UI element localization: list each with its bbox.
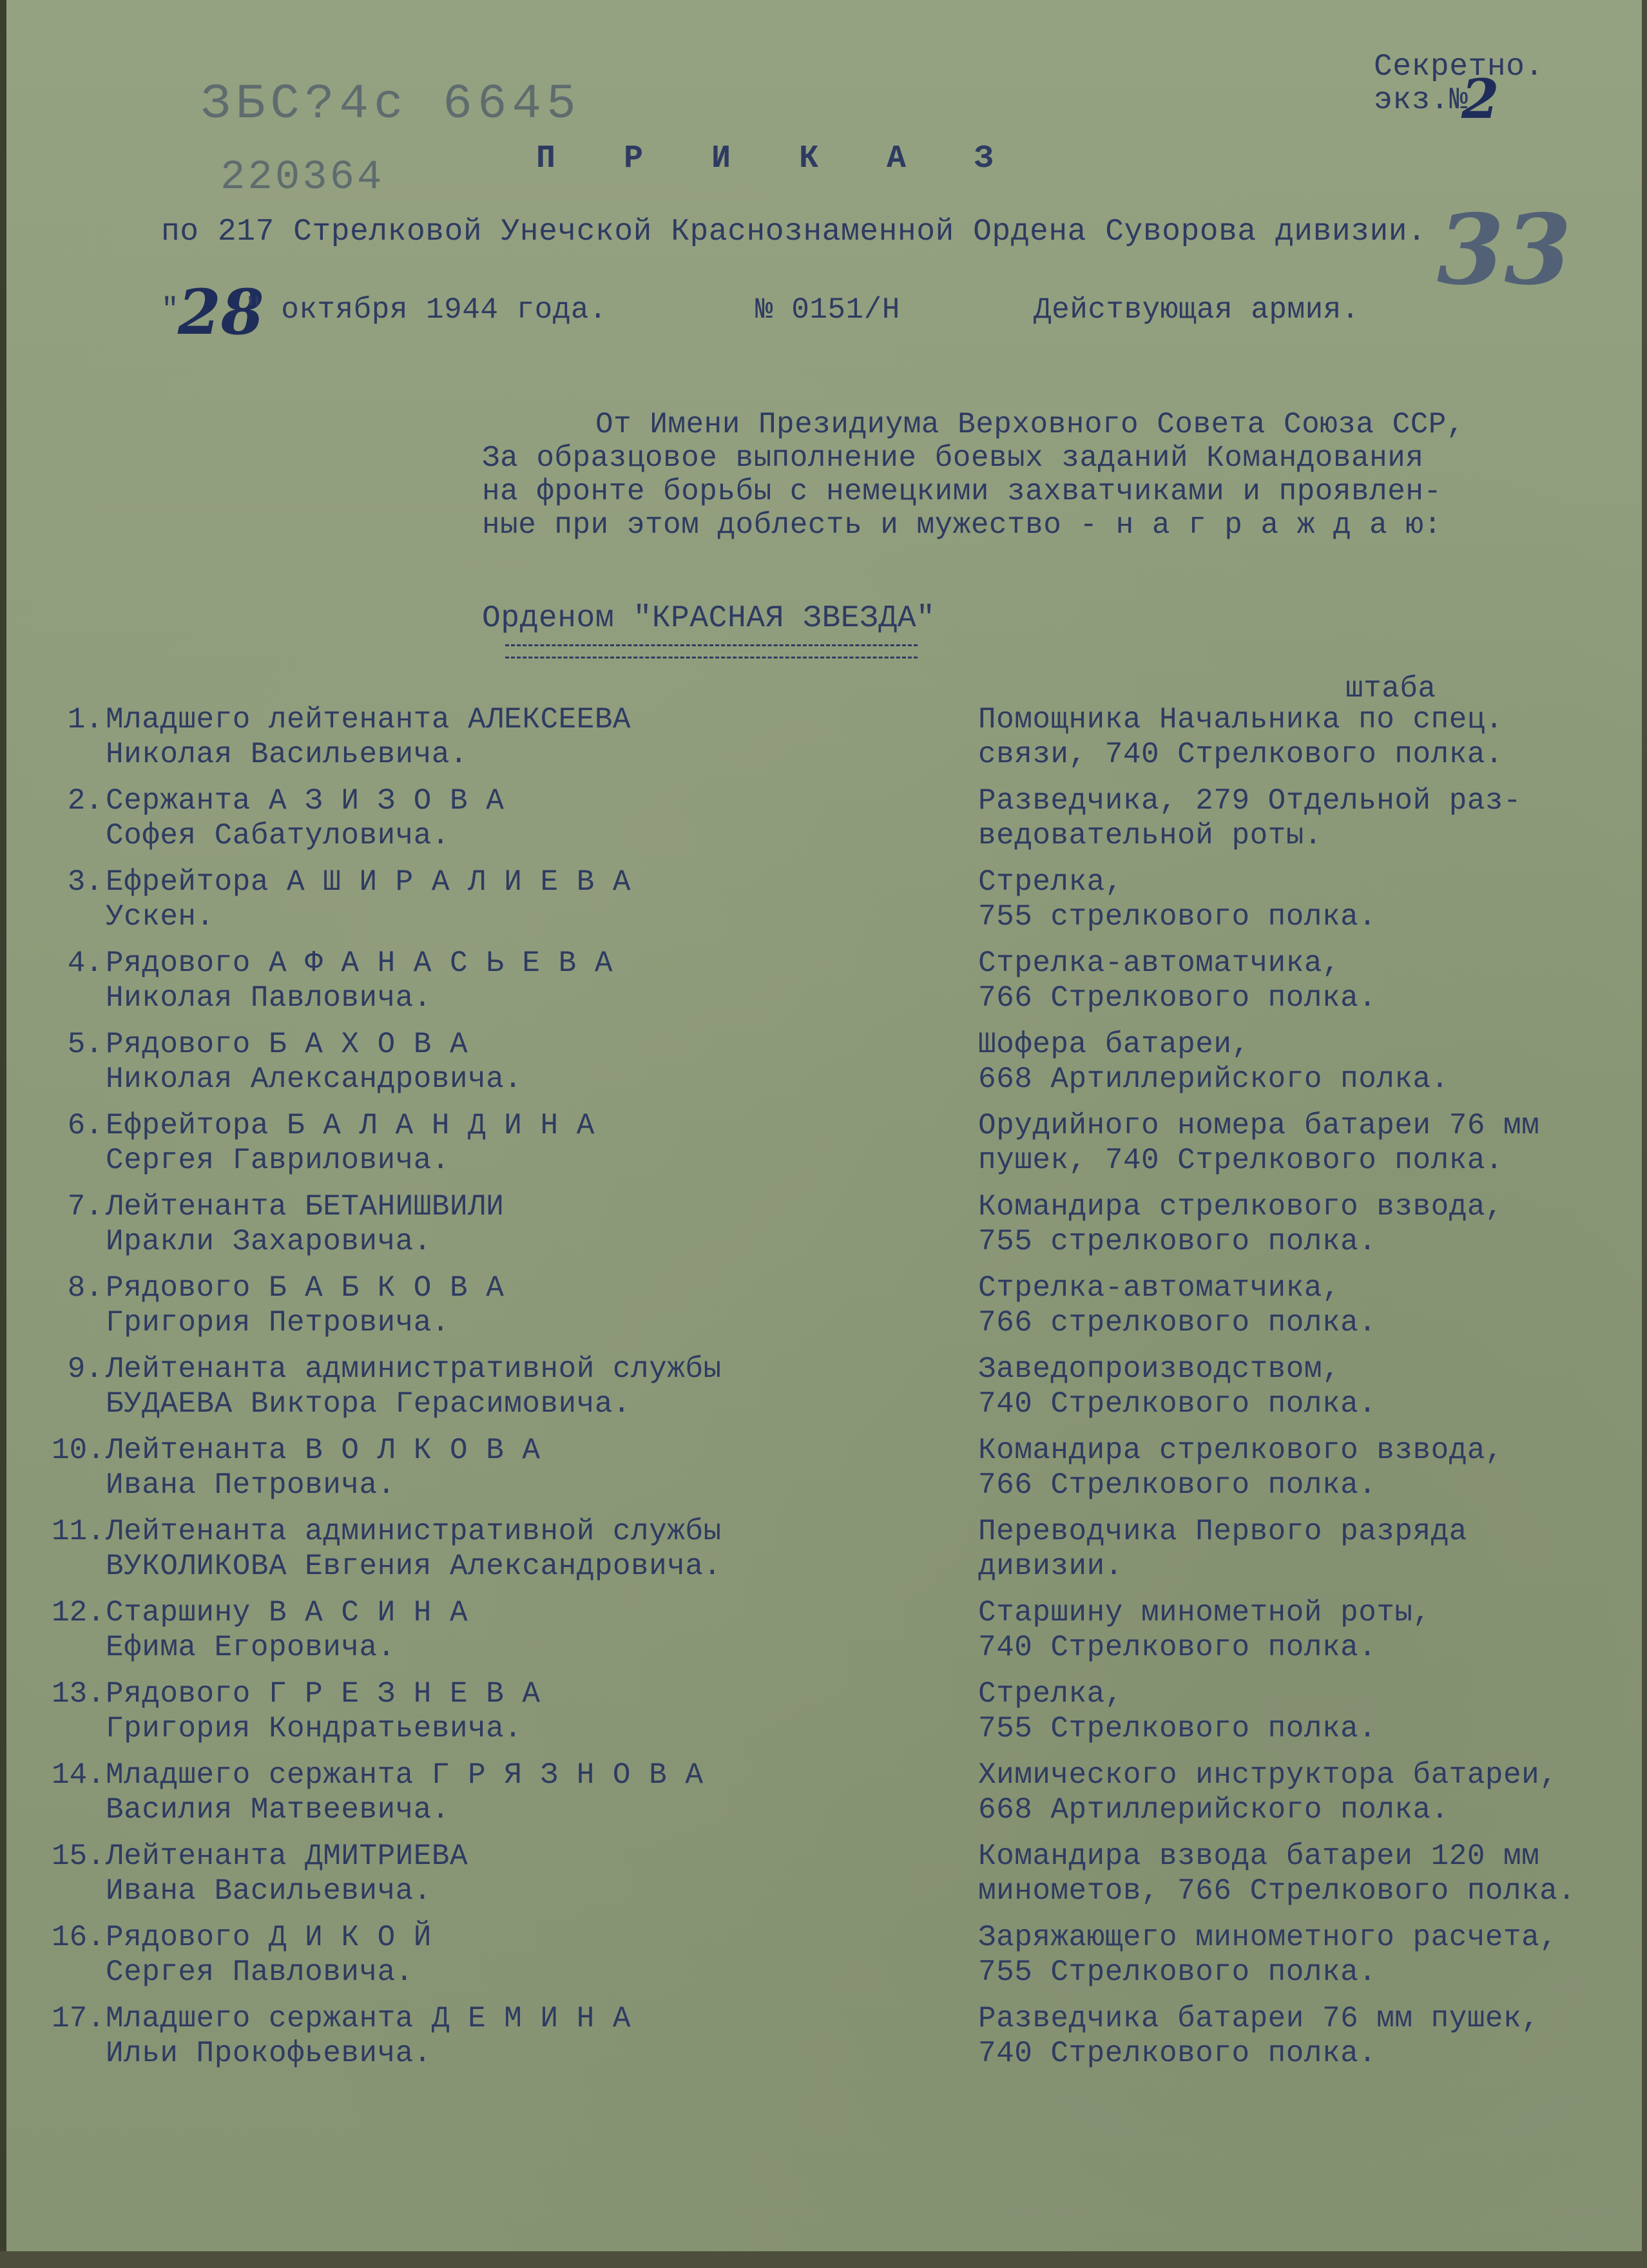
awardee-rank-surname: Ефрейтора Б А Л А Н Д И Н А <box>106 1109 595 1142</box>
awardee-number: 13. <box>52 1677 105 1711</box>
order-location: Действующая армия. <box>1034 293 1360 327</box>
awardee-number: 2. <box>67 784 103 818</box>
awardee-rank-surname: Младшего лейтенанта АЛЕКСЕЕВА <box>106 703 631 736</box>
awardee-position: Командира стрелкового взвода, <box>978 1190 1504 1224</box>
awardee-number: 1. <box>67 703 103 736</box>
awardee-given-names: Григория Петровича. <box>106 1306 450 1340</box>
awardee-number: 6. <box>67 1109 103 1142</box>
awardee-number: 9. <box>67 1352 103 1386</box>
awardee-number: 17. <box>52 2002 105 2035</box>
archive-stamp-line1: ЗБС?4с 6645 <box>201 77 581 132</box>
awardee-unit: 766 стрелкового полка. <box>978 1306 1377 1340</box>
awardee-rank-surname: Сержанта А З И З О В А <box>106 784 505 818</box>
awardee-given-names: Ускен. <box>106 900 215 934</box>
awardee-given-names: ВУКОЛИКОВА Евгения Александровича. <box>106 1550 722 1583</box>
margin-number-handwritten: 33 <box>1437 193 1572 307</box>
awardee-rank-surname: Лейтенанта БЕТАНИШВИЛИ <box>106 1190 505 1224</box>
awardee-position: Командира взвода батареи 120 мм <box>978 1840 1540 1873</box>
awardee-number: 3. <box>67 865 103 899</box>
copy-number-handwritten: 2 <box>1461 67 1499 131</box>
awardee-rank-surname: Младшего сержанта Д Е М И Н А <box>106 2002 631 2035</box>
page-edge-left <box>0 0 6 2268</box>
awardee-position: Стрелка-автоматчика, <box>978 947 1341 980</box>
awardee-position: Химического инструктора батареи, <box>978 1758 1558 1792</box>
preamble-line-2: За образцовое выполнение боевых заданий Командования <box>482 441 1424 475</box>
section-title-underline <box>505 644 918 658</box>
awardee-unit: 755 Стрелкового полка. <box>978 1712 1377 1745</box>
awardee-rank-surname: Лейтенанта ДМИТРИЕВА <box>106 1840 468 1873</box>
awardee-rank-surname: Младшего сержанта Г Р Я З Н О В А <box>106 1758 704 1792</box>
awardee-position: Заряжающего минометного расчета, <box>978 1921 1558 1954</box>
page-edge-right <box>1642 0 1647 2268</box>
awardee-unit: дивизии. <box>978 1550 1123 1583</box>
awardee-rank-surname: Лейтенанта административной службы <box>106 1515 722 1548</box>
awardee-given-names: Григория Кондратьевича. <box>106 1712 523 1745</box>
awardee-unit: минометов, 766 Стрелкового полка. <box>978 1874 1576 1908</box>
preamble-line-1: От Имени Президиума Верховного Совета Союза ССР, <box>595 408 1465 441</box>
awardee-given-names: Иракли Захаровича. <box>106 1225 432 1258</box>
awardee-unit: 740 Стрелкового полка. <box>978 2037 1377 2070</box>
awardee-position: Заведопроизводством, <box>978 1352 1341 1386</box>
archive-stamp-line2: 220364 <box>220 155 385 201</box>
awardee-given-names: Ильи Прокофьевича. <box>106 2037 432 2070</box>
date-day-handwritten: 28 <box>178 276 264 349</box>
awardee-unit: связи, 740 Стрелкового полка. <box>978 738 1504 771</box>
awardee-unit: 755 стрелкового полка. <box>978 900 1377 934</box>
awardee-unit: 766 Стрелкового полка. <box>978 1468 1377 1502</box>
awardee-number: 4. <box>67 947 103 980</box>
awardee-unit: 755 Стрелкового полка. <box>978 1956 1377 1989</box>
awardee-given-names: Сергея Павловича. <box>106 1956 414 1989</box>
awardee-given-names: Софея Сабатуловича. <box>106 819 450 852</box>
awardee-unit: 740 Стрелкового полка. <box>978 1631 1377 1664</box>
awardee-rank-surname: Рядового Б А Б К О В А <box>106 1271 505 1305</box>
awardee-given-names: Василия Матвеевича. <box>106 1793 450 1827</box>
awardee-position: Разведчика батареи 76 мм пушек, <box>978 2002 1540 2035</box>
awardee-number: 8. <box>67 1271 103 1305</box>
awardee-rank-surname: Лейтенанта административной службы <box>106 1352 722 1386</box>
secret-label: Секретно. <box>1374 50 1544 84</box>
awardee-position: Переводчика Первого разряда <box>978 1515 1467 1548</box>
awardee-given-names: Сергея Гавриловича. <box>106 1144 450 1177</box>
awardee-number: 11. <box>52 1515 105 1548</box>
awardee-rank-surname: Рядового Б А Х О В А <box>106 1028 468 1061</box>
document-subtitle: по 217 Стрелковой Унечской Краснознаменной Ордена Суворова дивизии. <box>161 215 1427 249</box>
date-text: " октября 1944 года. <box>245 293 608 327</box>
awardee-number: 15. <box>52 1840 105 1873</box>
page-edge-bottom <box>0 2251 1647 2268</box>
awardee-number: 12. <box>52 1596 105 1629</box>
awardee-unit: 740 Стрелкового полка. <box>978 1387 1377 1421</box>
awardee-position: Стрелка, <box>978 1677 1123 1711</box>
position-overflow-word: штаба <box>1345 672 1436 706</box>
awardee-given-names: Николая Александровича. <box>106 1062 523 1096</box>
awardee-given-names: Николая Васильевича. <box>106 738 468 771</box>
section-title: Орденом "КРАСНАЯ ЗВЕЗДА" <box>482 601 936 636</box>
awardee-given-names: Ивана Васильевича. <box>106 1874 432 1908</box>
awardee-unit: 755 стрелкового полка. <box>978 1225 1377 1258</box>
document-title: П Р И К А З <box>536 140 1019 177</box>
awardee-position: Стрелка-автоматчика, <box>978 1271 1341 1305</box>
awardee-unit: 668 Артиллерийского полка. <box>978 1793 1449 1827</box>
awardee-unit: ведовательной роты. <box>978 819 1322 852</box>
awardee-rank-surname: Старшину В А С И Н А <box>106 1596 468 1629</box>
awardee-rank-surname: Ефрейтора А Ш И Р А Л И Е В А <box>106 865 631 899</box>
awardee-position: Старшину минометной роты, <box>978 1596 1431 1629</box>
awardee-unit: пушек, 740 Стрелкового полка. <box>978 1144 1504 1177</box>
date-quote: " <box>161 293 180 327</box>
awardee-rank-surname: Лейтенанта В О Л К О В А <box>106 1434 541 1467</box>
awardee-number: 16. <box>52 1921 105 1954</box>
awardee-number: 14. <box>52 1758 105 1792</box>
awardee-unit: 668 Артиллерийского полка. <box>978 1062 1449 1096</box>
awardee-given-names: Ефима Егоровича. <box>106 1631 396 1664</box>
awardee-unit: 766 Стрелкового полка. <box>978 981 1377 1015</box>
copy-label: экз.№ <box>1374 83 1469 118</box>
awardee-number: 5. <box>67 1028 103 1061</box>
awardee-position: Помощника Начальника по спец. <box>978 703 1504 736</box>
awardee-rank-surname: Рядового Д И К О Й <box>106 1921 432 1954</box>
awardee-rank-surname: Рядового А Ф А Н А С Ь Е В А <box>106 947 613 980</box>
awardee-position: Разведчика, 279 Отдельной раз- <box>978 784 1522 818</box>
awardee-position: Орудийного номера батареи 76 мм <box>978 1109 1540 1142</box>
awardee-given-names: БУДАЕВА Виктора Герасимовича. <box>106 1387 631 1421</box>
awardee-position: Шофера батареи, <box>978 1028 1250 1061</box>
awardee-position: Стрелка, <box>978 865 1123 899</box>
awardee-number: 7. <box>67 1190 103 1224</box>
awardee-given-names: Ивана Петровича. <box>106 1468 396 1502</box>
awardee-rank-surname: Рядового Г Р Е З Н Е В А <box>106 1677 541 1711</box>
preamble-line-3: на фронте борьбы с немецкими захватчиками и проявлен- <box>482 475 1442 508</box>
order-number: № 0151/Н <box>755 293 900 327</box>
awardee-given-names: Николая Павловича. <box>106 981 432 1015</box>
preamble-line-4: ные при этом доблесть и мужество - н а г р а ж д а ю: <box>482 508 1442 542</box>
awardee-number: 10. <box>52 1434 105 1467</box>
awardee-position: Командира стрелкового взвода, <box>978 1434 1504 1467</box>
